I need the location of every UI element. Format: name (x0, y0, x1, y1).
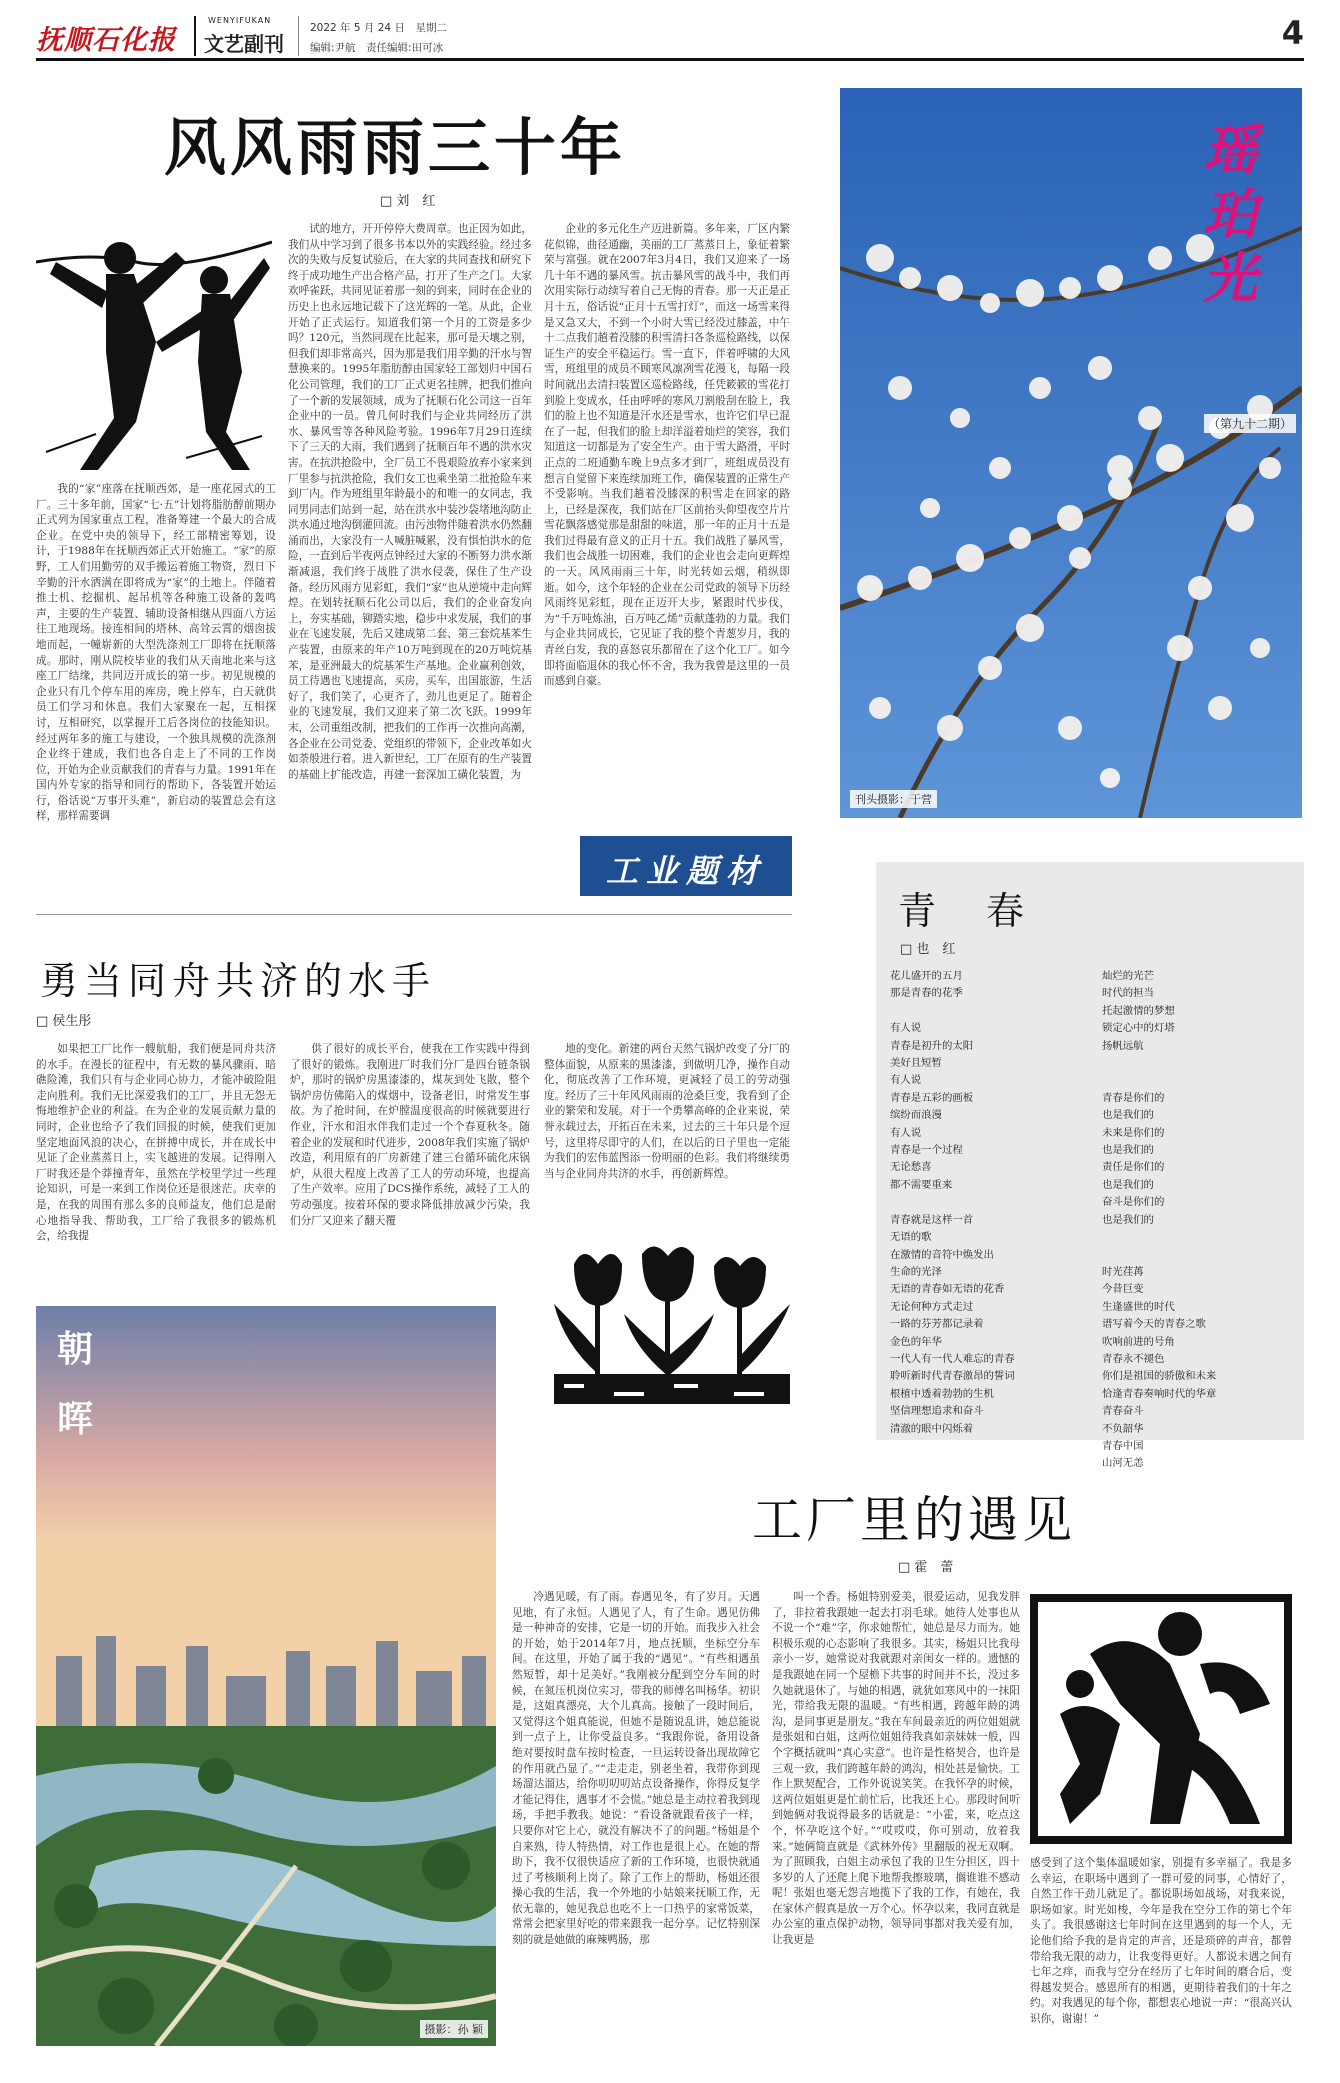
article3-col2: 叫一个香。杨姐特别爱美，很爱运动，见我发胖了，非拉着我跟她一起去打羽毛球。她待人处事也从不说一个“难”字，你求她帮忙，她总是尽力而为。她积极乐观的心态影响了我很多。其实，杨姐只比我母亲小一岁，她常说对我就跟对亲闺女一样的。遗憾的是我跟她在同一个屋檐下共事的时间并不长，没过多久她就退休了。与她的相遇，就犹如寒风中的一抹阳光，带给我无限的温暖。“有些相遇，跨越年龄的鸿沟，是同事更是朋友。”我在车间最亲近的两位姐姐就是张姐和白姐，这两位姐姐待我真如亲妹妹一般，四个字概括就叫“真心实意”。也许是性格契合，也许是三观一致，我们跨越年龄的鸿沟，相处甚是愉快。工作上默契配合，工作外说说笑笑。在我怀孕的时候，这两位姐姐更是忙前忙后，比我还上心。那段时间听到她俩对我说得最多的话就是：“小霍，来，吃点这个，怀孕吃这个好。”“哎哎哎，你可别动，放着我来。”她俩简直就是《武林外传》里翻版的祝无双啊。为了照顾我，白姐主动承包了我的卫生分担区，四十多岁的人了还爬上爬下地帮我擦玻璃，搁谁谁不感动呢！张姐也毫无怨言地揽下了我的工作，有她在，我在家休产假真是放一万个心。怀孕以来，我同直就是办公室的重点保护动物，领导同事都对我关爱有加，让我更是 (772, 1591, 1020, 1947)
poem-line: 青春中国 (1102, 1439, 1144, 1452)
poem-box (876, 862, 1304, 1470)
poem-line: 今昔巨变 (1102, 1283, 1144, 1296)
poem-line: 未来是你们的 (1102, 1126, 1165, 1139)
page-number: 4 (1281, 14, 1304, 52)
zhaohui-photo (36, 1306, 496, 2046)
article1-author: □ 刘 红 (380, 194, 436, 209)
paper-name: 抚顺石化报 (36, 25, 176, 56)
poem-line: 锁定心中的灯塔 (1102, 1022, 1175, 1035)
masthead-divider (194, 16, 196, 56)
basketball-players-woodcut-icon (1030, 1594, 1292, 1844)
section-name: 文艺副刊 (204, 32, 284, 56)
zhaohui-title-char2: 晖 (56, 1398, 93, 1440)
poem-line: 青春是一个过程 (890, 1144, 963, 1157)
poem-line: 也是我们的 (1102, 1178, 1154, 1191)
poem-left-column (890, 968, 1090, 1438)
poem-line (890, 1194, 1090, 1211)
article-divider (36, 914, 792, 915)
poem-line: 也是我们的 (1102, 1144, 1154, 1157)
article3-author: □ 霍 蕾 (898, 1560, 954, 1575)
poem-line: 青春就是这样一首 (890, 1213, 974, 1226)
poem-line: 你们是祖国的骄傲和未来 (1102, 1370, 1217, 1383)
blossom-photo (840, 88, 1302, 818)
dancing-figures-woodcut-icon (36, 222, 272, 474)
article2-author: □ 侯生彤 (36, 1014, 92, 1029)
series-title: 瑶 珀 光 (1203, 118, 1257, 310)
poem-line: 无语的青春如无语的花香 (890, 1283, 1005, 1296)
zhaohui-title (52, 1324, 98, 1444)
issue-date: 2022 年 5 月 24 日 星期二 (310, 22, 447, 34)
poem-line: 责任是你们的 (1102, 1161, 1165, 1174)
poem-line: 托起激情的梦想 (1102, 1004, 1175, 1017)
poem-line: 在激情的音符中焕发出 (890, 1248, 994, 1261)
masthead-rule (36, 58, 1304, 61)
poem-line: 无论愁喜 (890, 1161, 932, 1174)
poem-line: 青春是你们的 (1102, 1091, 1165, 1104)
poem-line: 青春是五彩的画板 (890, 1091, 974, 1104)
poem-right-column (1102, 968, 1302, 1473)
poem-line: 清澈的眼中闪烁着 (890, 1422, 974, 1435)
poem-line: 一路的芬芳都记录着 (890, 1318, 984, 1331)
poem-line: 也是我们的 (1102, 1109, 1154, 1122)
poem-line: 有人说 (890, 1126, 922, 1139)
column-brand-text: 工业题材 (605, 852, 766, 890)
column-brand-box (580, 836, 792, 896)
poem-line: 无语的歌 (890, 1231, 932, 1244)
woodcut-tulips-image (554, 1244, 790, 1404)
poem-line: 也是我们的 (1102, 1213, 1154, 1226)
poem-line: 一代人有一代人难忘的青春 (890, 1352, 1015, 1365)
header-photo-caption: 刊头摄影：于营 (850, 790, 937, 808)
poem-line: 恰逢青春奏响时代的华章 (1102, 1387, 1217, 1400)
masthead-divider-2 (298, 16, 299, 56)
poem-line: 生命的光泽 (890, 1265, 942, 1278)
article1-title: 风风雨雨三十年 (164, 111, 627, 184)
article3-col1: 冷遇见暖，有了雨。春遇见冬，有了岁月。天遇见地，有了永恒。人遇见了人，有了生命。遇见仿佛是一种神奇的安排，它是一切的开始。而我步入社会的开始，始于2014年7月，地点抚顺，坐标空分车间。在这里，开始了属于我的“遇见”。“有些相遇虽然短暂，却十足美好。”我刚被分配到空分车间的时候，在氮压机岗位实习，带我的师傅名叫杨华。初识是，这姐真漂亮，大个儿真高。接触了一段时间后，又觉得这个姐真能说，但她不是随说乱讲，她总能说到一点子上，让你受益良多。“我跟你说，备用设备绝对要按时盘车按时检查，一旦运转设备出现故障它的作用就凸显了。”“走走走，别老坐着，我带你到现场溜达溜达，给你叨叨叨站点设备操作，你得反复学才能记得住，遇事才不会慌。”她总是主动拉着我到现场，手把手教我。她说：“看设备就跟看孩子一样，只要你对它上心，就没有解决不了的问题。”杨姐是个自来熟，待人特热情，对工作也是很上心。在她的帮助下，我不仅很快适应了新的工作环境，也很快就通过了考核顺利上岗了。除了工作上的帮助，杨姐还很操心我的生活，我一个外地的小姑娘来抚顺工作，无依无靠的，她见我总也吃不上一口热乎的家常饭菜，常常会把家里好吃的带来跟我一起分享。记忆特别深刻的就是她做的麻辣鸭肠，那 (512, 1591, 760, 1947)
woodcut-players-image (1030, 1594, 1292, 1844)
poem-title: 青 春 (898, 889, 1031, 933)
poem-line: 有人说 (890, 1022, 922, 1035)
section-pinyin: WENYIFUKAN (208, 16, 272, 25)
poem-line (890, 1003, 1090, 1020)
poem-line: 坚信理想追求和奋斗 (890, 1405, 984, 1418)
poem-line: 时代的担当 (1102, 987, 1154, 1000)
article1-col2: 试的地方，开开停停大费周章。也正因为如此，我们从中学习到了很多书本以外的实践经验。经过多次的失败与反复试验后，在大家的共同查找和研究下终于成功地生产出合格产品，打开了生产之门。大家欢呼雀跃，共同见证着那一刻的到来，同时在企业的历史上也永远地记载下了这光辉的一笔。从此，企业开始了正式运行。知道我们第一个月的工资是多少吗？120元，当然同现在比起来，那可是天壤之别，但我们却非常高兴，因为那是我们用辛勤的汗水与智慧换来的。1995年脂肪醇由国家轻工部划归中国石化公司管理，我们的工厂正式更名挂牌，把我们推向了一个新的发展领域，成为了抚顺石化公司这一百年企业中的一员。曾几何时我们与企业共同经历了洪水、暴风雪等各种风险考验。1996年7月29日连续下了三天的大雨，我们遇到了抚顺百年不遇的洪水灾害。在抗洪抢险中，全厂员工不畏艰险放弃小家来到厂里参与抗洪抢险，我们女工也乘坐第二批抢险车来到厂内。作为班组里年龄最小的和唯一的女同志，我同男同志们站到一起，站在洪水中装沙袋堵地沟防止洪水通过地沟倒灌回流。由污浊物伴随着洪水仍然翻涌而出，大家没有一人喊脏喊累，没有惧怕洪水的危险，一直到后半夜两点钟经过大家的不断努力洪水渐渐减退，我们终于战胜了洪水侵袭，保住了生产设备。经历风雨方见彩虹，我们“家”也从逆境中走向辉煌。在划转抚顺石化公司以后，我们的企业奋发向上，夯实基础，铆踏实地，稳步中求发展，我们的事业在飞速发展，先后又建成第二套、第三套烷基苯生产装置，由原来的年产10万吨到现在的20万吨烷基苯，是亚洲最大的烷基苯生产基地。企业赢利创效，员工待遇也飞速提高，买房，买车，出国旅游，生活好了，我们笑了，心更齐了，劲儿也更足了。随着企业的飞速发展，我们又迎来了第二次飞跃。1999年末，公司重组改制，把我们的工作再一次推向高潮，各企业在公司党委、党组织的带领下，企业改革如火如荼般进行着。进入新世纪，工厂在原有的生产装置的基础上扩能改造，再建一套深加工磺化装置，为 (288, 223, 532, 781)
series-issue: （第九十二期） (1204, 414, 1296, 433)
article2-col3: 地的变化。新建的两台天然气锅炉改变了分厂的整体面貌，从原来的黑漆漆，到做明几净，操作自动化，彻底改善了工作环境，更减轻了员工的劳动强度。经历了三十年风风雨雨的沧桑巨变，我看到了企业的繁荣和发展。对于一个勇攀高峰的企业来说，荣誉永载过去，开拓百在未来，过去的三十年只是个逗号，这里将尽即守的人们，在以后的日子里也一定能为我们的宏伟蓝图添一份明丽的色彩。我们将继续勇当与企业同舟共济的水手，再创新辉煌。 (544, 1043, 790, 1180)
article3-col3: 感受到了这个集体温暖如家，别提有多幸福了。我是多么幸运，在职场中遇到了一群可爱的同事，心情好了，自然工作干劲儿就足了。都说职场如战场，对我来说，职场如家。时光如梭，今年是我在空分工作的第七个年头了。我很感谢这七年时间在这里遇到的每一个人，无论他们给予我的是肯定的声音，还是琐碎的声音，都曾带给我无限的动力，让我变得更好。人都说未遇之间有七年之痒，而我与空分在经历了七年时间的磨合后，变得越发契合。感恩所有的相遇，更期待着我们的十年之约。对我遇见的每个你，都想衷心地说一声：“很高兴认识你，谢谢！” (1030, 1857, 1292, 2025)
article2-col2: 供了很好的成长平台，使我在工作实践中得到了很好的锻炼。我刚进厂时我们分厂是四台链条锅炉，那时的锅炉房黑漆漆的，煤灰到处飞散，整个锅炉房仿佛陷入的煤烟中，设备老旧，时常发生事故。为了抢时间，在炉膛温度很高的时候就要进行作业，汗水和泪水伴我们走过一个个春夏秋冬。随着企业的发展和时代进步，2008年我们实施了锅炉改造，利用原有的厂房新建了建三台循环硫化床锅炉，从很大程度上改善了工人的劳动环境，也提高了生产效率。应用了DCS操作系统，减轻了工人的劳动强度。按着环保的要求降低排放减少污染，我们分厂又迎来了翻天覆 (290, 1043, 530, 1227)
poem-line: 奋斗是你们的 (1102, 1196, 1165, 1209)
masthead (36, 14, 1304, 58)
article2-title: 勇当同舟共济的水手 (40, 959, 437, 1003)
poem-line: 有人说 (890, 1074, 922, 1087)
article2-col1: 如果把工厂比作一艘航船，我们便是同舟共济的水手。在漫长的征程中，有无数的暴风骤雨、暗礁险滩，我们只有与企业同心协力，才能冲破险阻走向胜利。我们无比深爱我们的工厂，并且无怨无悔地维护企业的利益。在为企业的发展贡献力量的同时，企业也给予了我们回报的时候，使我们更加坚定地面风浪的决心，在拼搏中成长，并在成长中见证了企业蒸蒸日上，实飞越进的发展。记得刚入厂时我还是个莽撞青年，虽然在学校里学过一些理论知识，可是一来到工作岗位还是很迷茫。庆幸的是，在我的周围有那么多的良师益友，他们总是耐心地指导我、帮助我，工厂给了我很多的锻炼机会，给我提 (36, 1043, 276, 1243)
poem-line: 缤纷而浪漫 (890, 1109, 942, 1122)
poem-line: 无论何种方式走过 (890, 1300, 974, 1313)
poem-line: 都不需要重来 (890, 1178, 953, 1191)
poem-line: 时光荏苒 (1102, 1265, 1144, 1278)
poem-line: 谱写着今天的青春之歌 (1102, 1318, 1206, 1331)
poem-line: 花儿盛开的五月 (890, 970, 963, 982)
poem-line (1102, 1072, 1302, 1089)
woodcut-dancers-image (36, 222, 272, 474)
article3-title: 工厂里的遇见 (752, 1491, 1076, 1549)
poem-line: 吹响前进的号角 (1102, 1335, 1175, 1348)
editors-line: 编辑:尹航 责任编辑:田可冰 (310, 42, 444, 54)
poem-line: 美好且短暂 (890, 1057, 942, 1070)
poem-line: 灿烂的光芒 (1102, 970, 1154, 982)
poem-line: 聆听新时代青春激昂的誓词 (890, 1370, 1015, 1383)
article1-col3: 企业的多元化生产迈进新篇。多年来，厂区内繁花似锦，曲径通幽，美丽的工厂蒸蒸日上，象征着繁荣与富强。就在2007年3月4日，我们又迎来了一场几十年不遇的暴风雪。抗击暴风雪的战斗中，我们再次用实际行动续写着自己无悔的青春。那一天正是正月十五，俗话说“正月十五雪打灯”，而这一场雪来得是又急又大，不到一个小时大雪已经没过膝盖，中午十二点我们趟着没膝的积雪清扫各条巡检路线，以保证生产的安全平稳运行。雪一直下，伴着呼啸的大风雪，班组里的成员不顾寒风凛冽雪花漫飞，每隔一段时间就出去清扫装置区巡检路线，任凭簌簌的雪花打到脸上变成水，任由呼呼的寒风刀割般刮在脸上，我们的脸上也不知道是汗水还是雪水，也许它们早已混在了一起，但我们的脸上却洋溢着灿烂的笑容，我们知道这一切都是为了安全生产。由于雪大路滑，平时正点的二班通勤车晚上9点多才到厂，班组成员没有想言自觉留下来连续加班工作，确保装置的正常生产不受影响。当我们趟着没膝深的积雪走在回家的路上，已经是深夜，我们站在厂区前抬头仰望夜空片片雪花飘落感觉那是甜甜的味道，那一年的正月十五是我们过得最有意义的正月十五。我们战胜了暴风雪，我们也会战胜一切困难，我们的企业也会走向更辉煌的一天。风风雨雨三十年，时光转如云烟，稍纵即逝。如今，这个年轻的企业在公司党政的领导下历经风雨终见彩虹，现在正迈开大步，紧跟时代步伐，为“千万吨炼油，百万吨乙烯”贡献蓬勃的力量。我们与企业共同成长，它见证了我的整个青葱岁月，我的青丝白发，我的喜怒哀乐都留在了这个化工厂。如今即将面临退休的我心怀不舍，我为我曾是这里的一员而感到自豪。 (544, 223, 790, 688)
poem-line: 青春永不褪色 (1102, 1352, 1165, 1365)
poem-line: 生逢盛世的时代 (1102, 1300, 1175, 1313)
poem-line: 那是青春的花季 (890, 987, 963, 1000)
poem-author: □ 也 红 (900, 942, 956, 957)
article1-col1: 我的“家”座落在抚顺西郊，是一座花园式的工厂。三十多年前，国家“七·五”计划将脂肪醇前期办正式列为国家重点工程，准备筹建一个最大的合成企业。在党中央的领导下，经工部精密筹划，设计，于1988年在抚顺西郊正式开始施工。“家”的原野，工人们用勤劳的双手搬运着施工物资，烈日下辛勤的汗水洒满在即将成为“家”的土地上。伴随着推土机、挖掘机、起吊机等各种施工设备的轰鸣声，主要的生产装置、辅助设备相继从四面八方运往工地现场。接连相间的塔林、高耸云霄的烟囱拔地而起，一幢崭新的大型洗涤剂工厂即将在抚顺落成。那时，刚从院校毕业的我们从天南地北来与这座工厂结缘，共同迈开成长的第一步。初见规模的企业只有几个停车用的库房，晚上停车，白天就供员工们学习和休息。我们大家聚在一起，互相探讨，互相研究，以掌握开工后各岗位的技能知识。经过两年多的施工与建设，一个独具规模的洗涤剂企业终于建成，我们也各自走上了不同的工作岗位，开始为企业贡献我们的青春与力量。1991年在国内外专家的指导和同行的帮助下，各装置开始运行，俗话说“万事开头难”，新启动的装置总会有这样，那样需要调 (36, 483, 276, 823)
poem-line: 金色的年华 (890, 1335, 942, 1348)
poem-line: 青春奋斗 (1102, 1405, 1144, 1418)
poem-line: 山河无恙 (1102, 1457, 1144, 1470)
poem-line: 扬帆远航 (1102, 1039, 1144, 1052)
poem-line: 青春是初升的太阳 (890, 1039, 974, 1052)
zhaohui-title-char1: 朝 (56, 1328, 93, 1370)
tulip-flowers-woodcut-icon (554, 1244, 790, 1404)
zhaohui-credit: 摄影：孙 颖 (420, 2020, 489, 2038)
city-park-photo-icon (36, 1306, 496, 2046)
poem-line: 根植中透着勃勃的生机 (890, 1387, 994, 1400)
poem-line (1102, 1247, 1302, 1264)
poem-line (1102, 1055, 1302, 1072)
poem-line: 不负韶华 (1102, 1422, 1144, 1435)
poem-line (1102, 1229, 1302, 1246)
